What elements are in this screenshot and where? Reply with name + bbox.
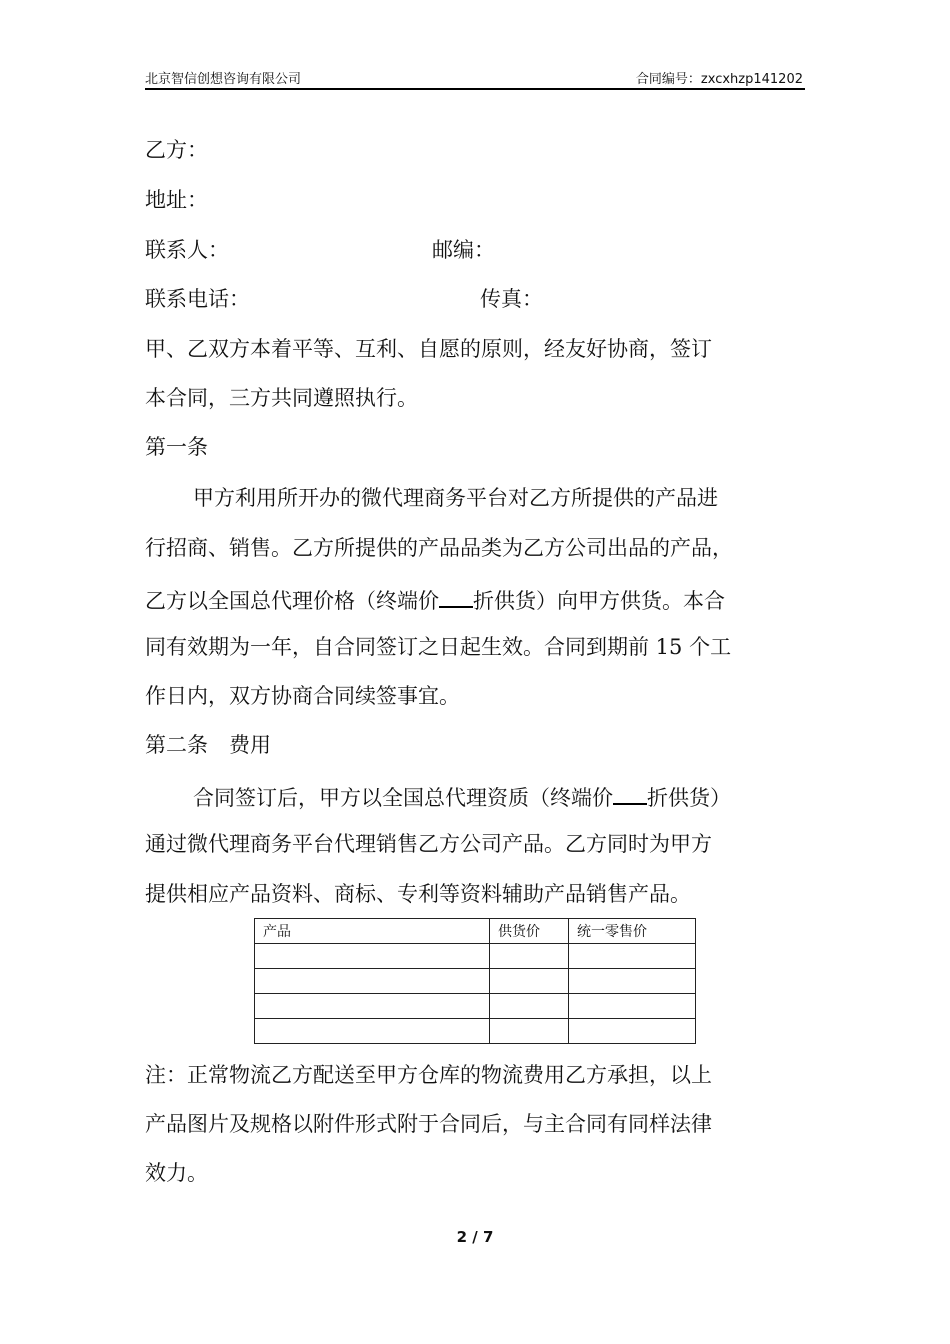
article2-title: 第二条 费用 <box>145 733 271 757</box>
table-cell <box>490 969 569 994</box>
phone-field: 联系电话： <box>145 287 250 311</box>
table-cell <box>490 1019 569 1044</box>
article1-line-1: 甲方利用所开办的微代理商务平台对乙方所提供的产品进 <box>193 486 718 510</box>
table-row <box>255 969 696 994</box>
contact-field: 联系人： <box>145 238 229 262</box>
article1-title: 第一条 <box>145 435 208 459</box>
table-row <box>255 944 696 969</box>
table-cell <box>255 994 490 1019</box>
article2-line-1b: 折供货） <box>647 786 731 810</box>
intro-line-1: 甲、乙双方本着平等、互利、自愿的原则，经友好协商，签订 <box>145 337 712 361</box>
article1-line-3b: 折供货）向甲方供货。本合 <box>473 589 725 613</box>
postcode-field: 邮编： <box>432 238 495 262</box>
page-header <box>145 64 805 90</box>
table-cell <box>490 994 569 1019</box>
table-cell <box>255 944 490 969</box>
table-header-row <box>255 919 696 944</box>
header-product: 产品 <box>255 919 490 944</box>
table-cell <box>569 969 696 994</box>
table-cell <box>255 969 490 994</box>
page-number: 2 / 7 <box>456 1228 494 1246</box>
product-price-table <box>254 918 696 1044</box>
article1-line-3 <box>145 588 725 612</box>
article2-line-3: 提供相应产品资料、商标、专利等资料辅助产品销售产品。 <box>145 882 691 906</box>
intro-line-2: 本合同，三方共同遵照执行。 <box>145 386 418 410</box>
fax-field: 传真： <box>480 287 543 311</box>
total-pages: 7 <box>482 1228 494 1246</box>
table-cell <box>569 1019 696 1044</box>
table-cell <box>569 994 696 1019</box>
discount-blank <box>439 588 473 608</box>
header-retail-price: 统一零售价 <box>569 919 696 944</box>
contract-number: 合同编号：zxcxhzp141202 <box>635 72 803 87</box>
table-row <box>255 994 696 1019</box>
article2-line-1a: 合同签订后，甲方以全国总代理资质（终端价 <box>193 786 613 810</box>
article2-line-2: 通过微代理商务平台代理销售乙方公司产品。乙方同时为甲方 <box>145 832 712 856</box>
address-field: 地址： <box>145 188 208 212</box>
article1-line-4: 同有效期为一年，自合同签订之日起生效。合同到期前 15 个工 <box>145 635 732 659</box>
article1-line-3a: 乙方以全国总代理价格（终端价 <box>145 589 439 613</box>
article1-line-2: 行招商、销售。乙方所提供的产品品类为乙方公司出品的产品， <box>145 536 733 560</box>
note-line-3: 效力。 <box>145 1161 208 1185</box>
table-row <box>255 1019 696 1044</box>
note-line-1: 注：正常物流乙方配送至甲方仓库的物流费用乙方承担，以上 <box>145 1063 712 1087</box>
discount-blank-2 <box>613 785 647 805</box>
note-line-2: 产品图片及规格以附件形式附于合同后，与主合同有同样法律 <box>145 1112 712 1136</box>
table-cell <box>255 1019 490 1044</box>
company-name: 北京智信创想咨询有限公司 <box>145 72 302 87</box>
article1-line-5: 作日内，双方协商合同续签事宜。 <box>145 684 460 708</box>
table-cell <box>490 944 569 969</box>
header-supply-price: 供货价 <box>490 919 569 944</box>
current-page: 2 <box>456 1228 468 1246</box>
article2-line-1 <box>193 785 731 809</box>
party-b-field: 乙方： <box>145 138 208 162</box>
table-cell <box>569 944 696 969</box>
